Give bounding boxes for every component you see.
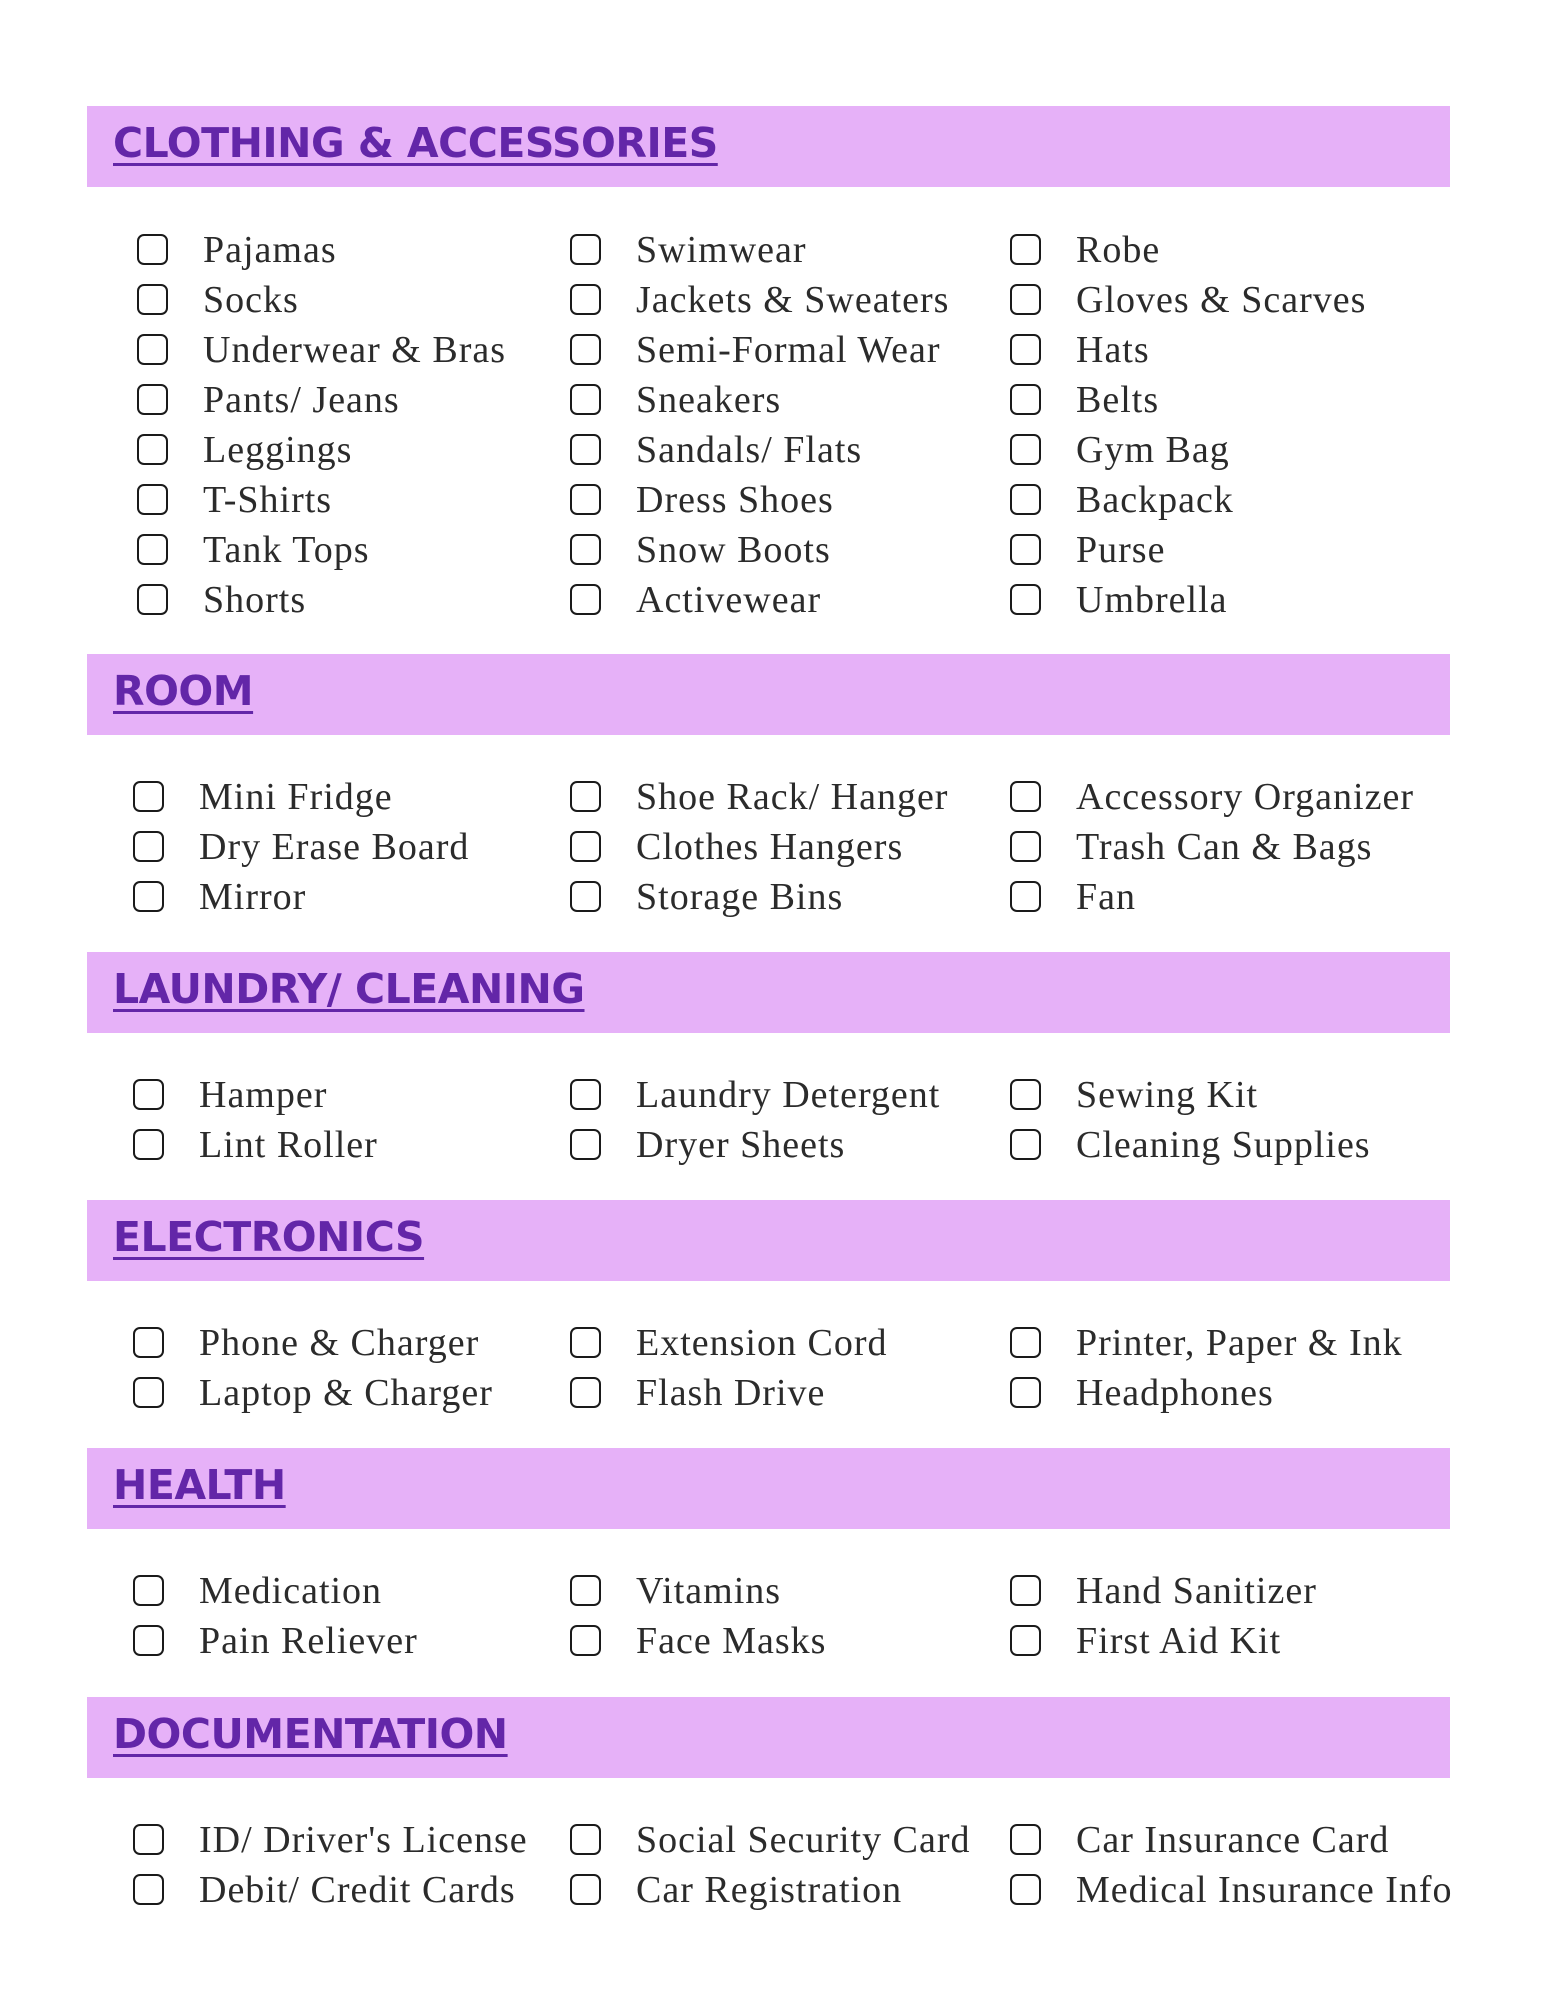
checkbox[interactable]	[1010, 1874, 1041, 1905]
checkbox[interactable]	[1010, 284, 1041, 315]
checkbox[interactable]	[1010, 1824, 1041, 1855]
item-label: Headphones	[1076, 1372, 1274, 1414]
item-label: Swimwear	[636, 229, 807, 271]
item-label: Laptop & Charger	[199, 1372, 493, 1414]
checkbox[interactable]	[570, 1129, 601, 1160]
item-label: Underwear & Bras	[203, 329, 507, 371]
item-label: Flash Drive	[636, 1372, 826, 1414]
item-label: Leggings	[203, 429, 353, 471]
item-label: Jackets & Sweaters	[636, 279, 950, 321]
section-title: CLOTHING & ACCESSORIES	[113, 119, 718, 167]
section-title: DOCUMENTATION	[113, 1710, 508, 1758]
checkbox[interactable]	[137, 234, 168, 265]
checkbox[interactable]	[133, 1377, 164, 1408]
checkbox[interactable]	[133, 781, 164, 812]
checkbox[interactable]	[1010, 434, 1041, 465]
item-label: Hand Sanitizer	[1076, 1570, 1317, 1612]
checkbox[interactable]	[137, 584, 168, 615]
item-label: Trash Can & Bags	[1076, 826, 1373, 868]
item-label: Pants/ Jeans	[203, 379, 400, 421]
item-label: Sneakers	[636, 379, 782, 421]
checkbox[interactable]	[1010, 1129, 1041, 1160]
checkbox[interactable]	[133, 1079, 164, 1110]
checkbox[interactable]	[570, 1625, 601, 1656]
item-label: Laundry Detergent	[636, 1074, 941, 1116]
item-label: Fan	[1076, 876, 1136, 918]
item-label: Mini Fridge	[199, 776, 393, 818]
checkbox[interactable]	[570, 284, 601, 315]
checkbox[interactable]	[137, 484, 168, 515]
section-title: ROOM	[113, 667, 254, 715]
checkbox[interactable]	[570, 534, 601, 565]
checkbox[interactable]	[137, 534, 168, 565]
checkbox[interactable]	[133, 831, 164, 862]
checkbox[interactable]	[137, 334, 168, 365]
checkbox[interactable]	[1010, 584, 1041, 615]
checkbox[interactable]	[570, 781, 601, 812]
item-label: Phone & Charger	[199, 1322, 480, 1364]
checkbox[interactable]	[570, 831, 601, 862]
item-label: Lint Roller	[199, 1124, 378, 1166]
item-label: Printer, Paper & Ink	[1076, 1322, 1403, 1364]
checkbox[interactable]	[570, 584, 601, 615]
item-label: Sewing Kit	[1076, 1074, 1259, 1116]
checkbox[interactable]	[133, 1625, 164, 1656]
section-header-documentation	[87, 1697, 1450, 1778]
section-header-health	[87, 1448, 1450, 1529]
item-label: Semi-Formal Wear	[636, 329, 941, 371]
checkbox[interactable]	[1010, 1327, 1041, 1358]
item-label: Medication	[199, 1570, 383, 1612]
section-header-electronics	[87, 1200, 1450, 1281]
item-label: Accessory Organizer	[1076, 776, 1414, 818]
item-label: Pajamas	[203, 229, 337, 271]
checkbox[interactable]	[1010, 1625, 1041, 1656]
checkbox[interactable]	[570, 234, 601, 265]
section-header-laundry	[87, 952, 1450, 1033]
checkbox[interactable]	[137, 384, 168, 415]
section-title: ELECTRONICS	[113, 1213, 425, 1261]
checkbox[interactable]	[570, 1874, 601, 1905]
checkbox[interactable]	[1010, 881, 1041, 912]
checkbox[interactable]	[1010, 534, 1041, 565]
item-label: Clothes Hangers	[636, 826, 904, 868]
item-label: Social Security Card	[636, 1819, 971, 1861]
checkbox[interactable]	[1010, 1079, 1041, 1110]
item-label: Shorts	[203, 579, 307, 621]
checkbox[interactable]	[570, 384, 601, 415]
item-label: Car Insurance Card	[1076, 1819, 1390, 1861]
item-label: Belts	[1076, 379, 1160, 421]
checkbox[interactable]	[133, 1824, 164, 1855]
item-label: Vitamins	[636, 1570, 782, 1612]
checkbox[interactable]	[133, 1575, 164, 1606]
item-label: Shoe Rack/ Hanger	[636, 776, 949, 818]
item-label: Dress Shoes	[636, 479, 834, 521]
item-label: Car Registration	[636, 1869, 903, 1911]
item-label: Robe	[1076, 229, 1161, 271]
checkbox[interactable]	[570, 1327, 601, 1358]
checkbox[interactable]	[570, 1575, 601, 1606]
item-label: T-Shirts	[203, 479, 333, 521]
checkbox[interactable]	[570, 1079, 601, 1110]
item-label: Socks	[203, 279, 299, 321]
checkbox[interactable]	[137, 284, 168, 315]
checkbox[interactable]	[1010, 384, 1041, 415]
checkbox[interactable]	[570, 881, 601, 912]
section-title: HEALTH	[113, 1461, 286, 1509]
checkbox[interactable]	[570, 334, 601, 365]
checkbox[interactable]	[133, 1327, 164, 1358]
checkbox[interactable]	[133, 881, 164, 912]
checkbox[interactable]	[133, 1874, 164, 1905]
item-label: Dryer Sheets	[636, 1124, 846, 1166]
checkbox[interactable]	[1010, 781, 1041, 812]
section-header-room	[87, 654, 1450, 735]
item-label: Hats	[1076, 329, 1150, 371]
item-label: Sandals/ Flats	[636, 429, 863, 471]
item-label: Activewear	[636, 579, 822, 621]
checkbox[interactable]	[1010, 234, 1041, 265]
checkbox[interactable]	[570, 434, 601, 465]
item-label: Face Masks	[636, 1620, 827, 1662]
item-label: Cleaning Supplies	[1076, 1124, 1371, 1166]
section-title: LAUNDRY/ CLEANING	[113, 965, 585, 1013]
checkbox[interactable]	[570, 484, 601, 515]
checkbox[interactable]	[133, 1129, 164, 1160]
item-label: Backpack	[1076, 479, 1234, 521]
checkbox[interactable]	[137, 434, 168, 465]
item-label: Snow Boots	[636, 529, 831, 571]
item-label: ID/ Driver's License	[199, 1819, 528, 1861]
checkbox[interactable]	[570, 1824, 601, 1855]
checkbox[interactable]	[1010, 1575, 1041, 1606]
checkbox[interactable]	[1010, 1377, 1041, 1408]
item-label: Umbrella	[1076, 579, 1228, 621]
item-label: Mirror	[199, 876, 307, 918]
item-label: Gloves & Scarves	[1076, 279, 1367, 321]
item-label: Medical Insurance Info	[1076, 1869, 1453, 1911]
item-label: Debit/ Credit Cards	[199, 1869, 516, 1911]
section-header-clothing	[87, 106, 1450, 187]
item-label: Dry Erase Board	[199, 826, 470, 868]
checkbox[interactable]	[1010, 484, 1041, 515]
item-label: Storage Bins	[636, 876, 844, 918]
item-label: Pain Reliever	[199, 1620, 418, 1662]
item-label: Gym Bag	[1076, 429, 1230, 471]
item-label: Extension Cord	[636, 1322, 888, 1364]
checkbox[interactable]	[1010, 831, 1041, 862]
checkbox[interactable]	[570, 1377, 601, 1408]
item-label: Purse	[1076, 529, 1166, 571]
item-label: Tank Tops	[203, 529, 370, 571]
item-label: First Aid Kit	[1076, 1620, 1282, 1662]
checkbox[interactable]	[1010, 334, 1041, 365]
item-label: Hamper	[199, 1074, 328, 1116]
